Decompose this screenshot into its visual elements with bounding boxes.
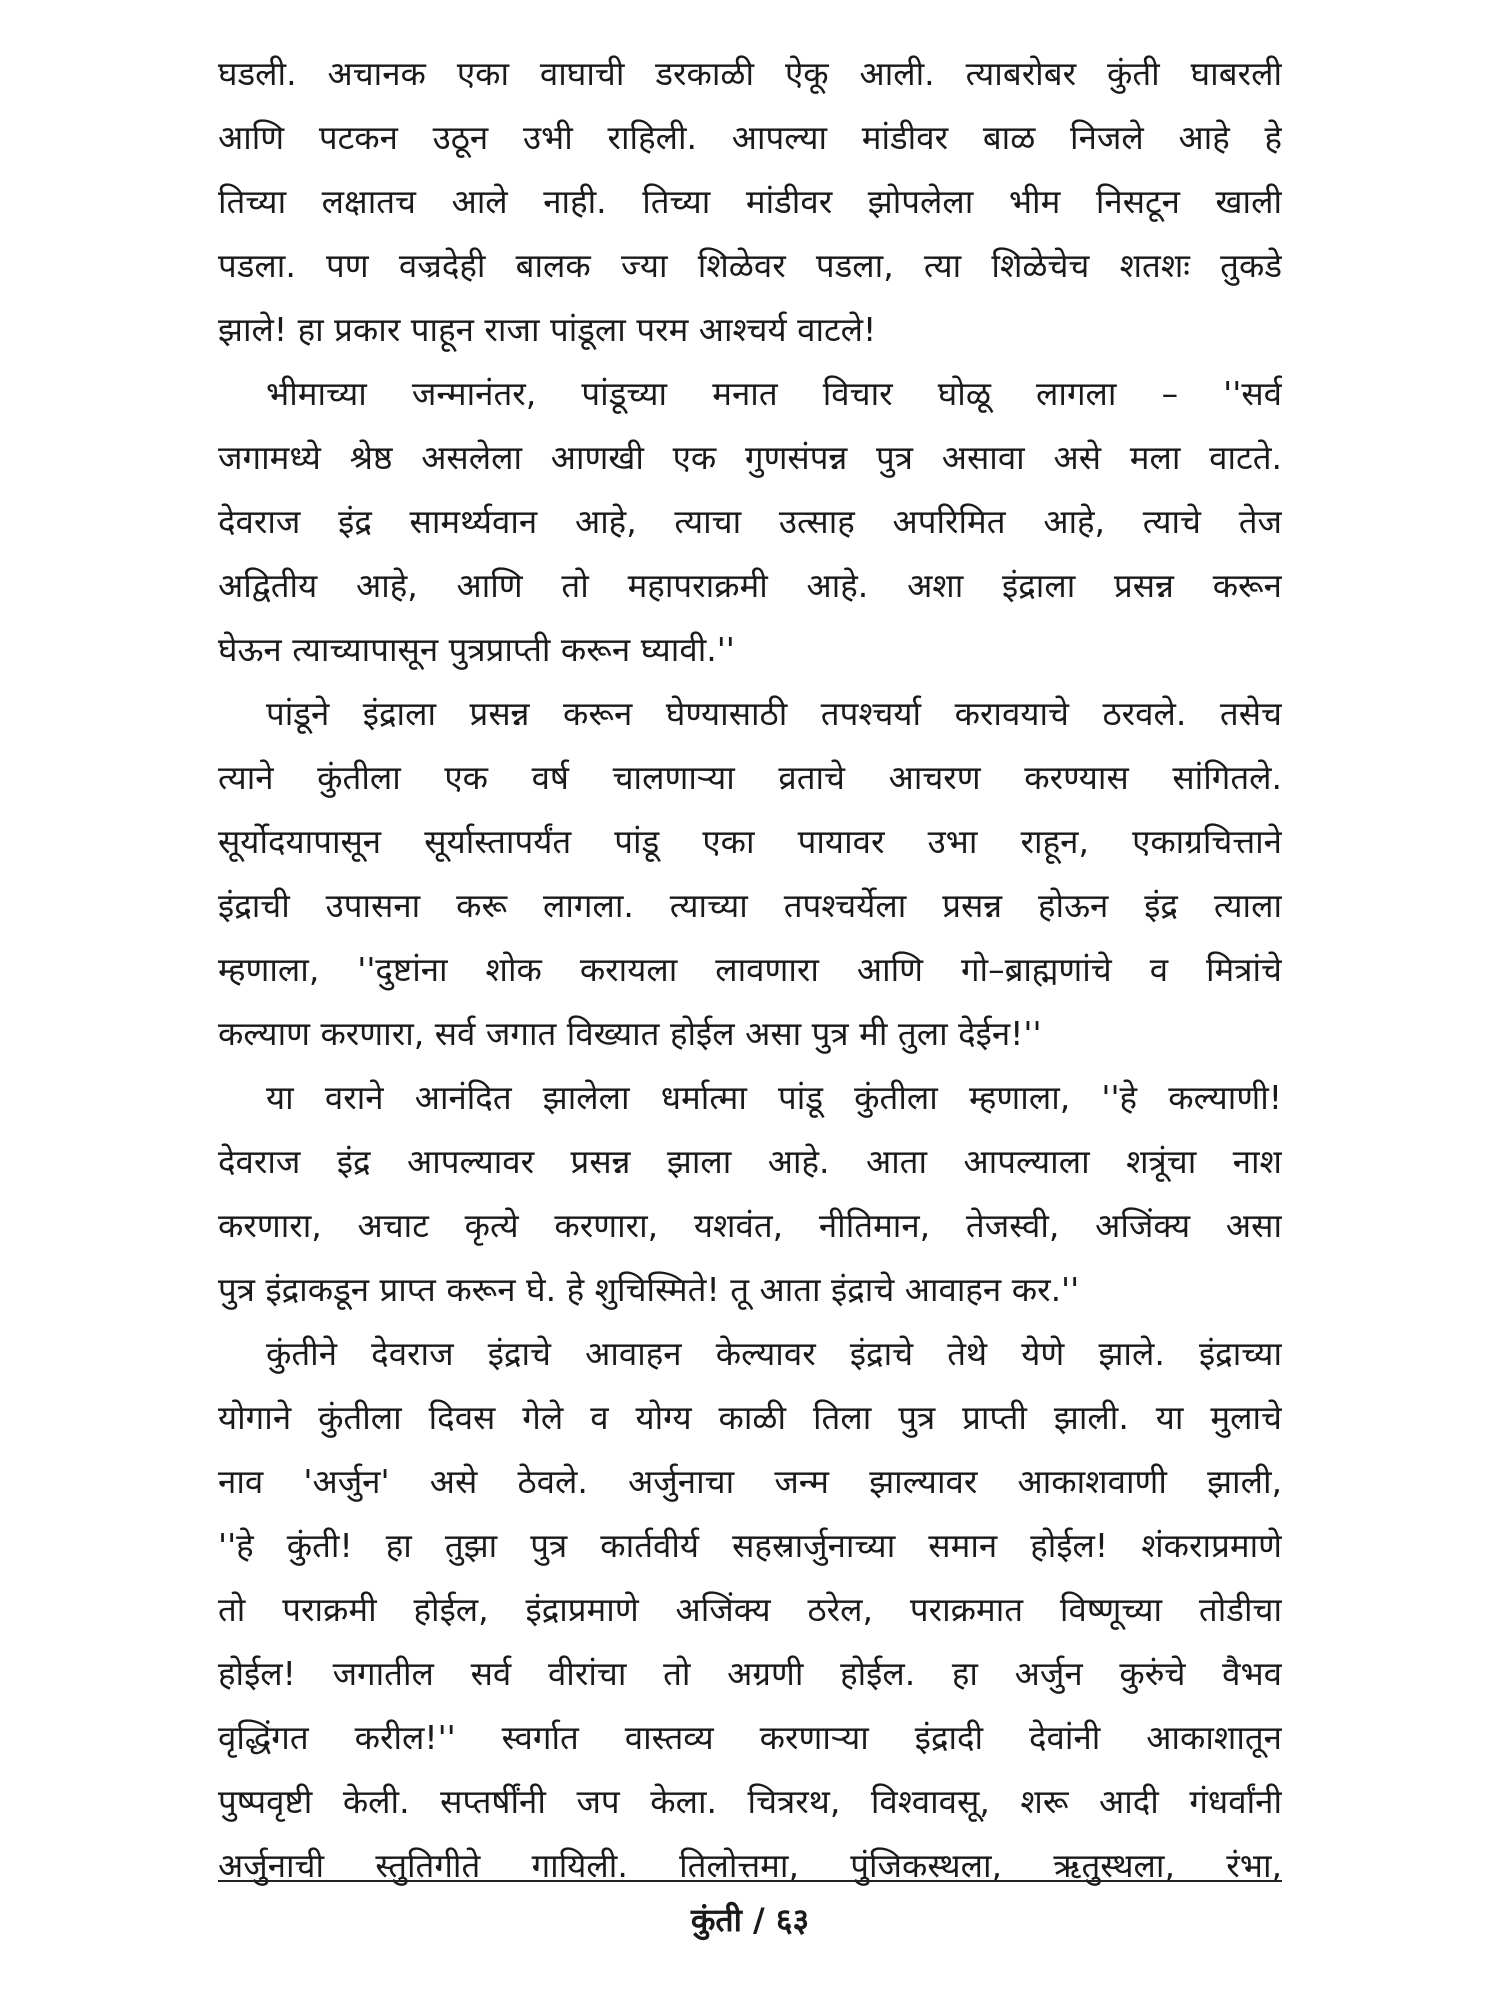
- text-line: जगामध्ये श्रेष्ठ असलेला आणखी एक गुणसंपन्न पुत्र असावा असे मला वाटते.: [218, 438, 1282, 477]
- text-line: घडली. अचानक एका वाघाची डरकाळी ऐकू आली. त्याबरोबर कुंती घाबरली: [218, 54, 1282, 93]
- text-line: तिच्या लक्षातच आले नाही. तिच्या मांडीवर झोपलेला भीम निसटून खाली: [218, 182, 1282, 221]
- text-line: देवराज इंद्र आपल्यावर प्रसन्न झाला आहे. आता आपल्याला शत्रूंचा नाश: [218, 1142, 1282, 1181]
- text-line: करणारा, अचाट कृत्ये करणारा, यशवंत, नीतिमान, तेजस्वी, अजिंक्य असा: [218, 1206, 1282, 1245]
- page-footer: कुंती / ६३: [690, 1901, 810, 1939]
- text-line: कल्याण करणारा, सर्व जगात विख्यात होईल असा पुत्र मी तुला देईन!'': [218, 1014, 1042, 1053]
- text-line: पडला. पण वज्रदेही बालक ज्या शिळेवर पडला, त्या शिळेचेच शतशः तुकडे: [218, 246, 1282, 285]
- text-line: सूर्योदयापासून सूर्यास्तापर्यंत पांडू एका पायावर उभा राहून, एकाग्रचित्ताने: [218, 822, 1282, 861]
- text-line: नाव 'अर्जुन' असे ठेवले. अर्जुनाचा जन्म झाल्यावर आकाशवाणी झाली,: [218, 1462, 1282, 1501]
- text-line: म्हणाला, ''दुष्टांना शोक करायला लावणारा आणि गो–ब्राह्मणांचे व मित्रांचे: [218, 950, 1282, 989]
- text-line: पांडूने इंद्राला प्रसन्न करून घेण्यासाठी तपश्चर्या करावयाचे ठरवले. तसेच: [266, 694, 1282, 733]
- body-text: [218, 42, 1282, 1898]
- text-line: आणि पटकन उठून उभी राहिली. आपल्या मांडीवर बाळ निजले आहे हे: [218, 118, 1282, 157]
- text-line: देवराज इंद्र सामर्थ्यवान आहे, त्याचा उत्साह अपरिमित आहे, त्याचे तेज: [218, 502, 1282, 541]
- text-line: तो पराक्रमी होईल, इंद्राप्रमाणे अजिंक्य ठरेल, पराक्रमात विष्णूच्या तोडीचा: [218, 1590, 1282, 1629]
- book-page: [218, 42, 1282, 1942]
- text-line: इंद्राची उपासना करू लागला. त्याच्या तपश्चर्येला प्रसन्न होऊन इंद्र त्याला: [218, 886, 1282, 925]
- text-line: घेऊन त्याच्यापासून पुत्रप्राप्ती करून घ्यावी.'': [218, 630, 735, 669]
- text-line: या वराने आनंदित झालेला धर्मात्मा पांडू कुंतीला म्हणाला, ''हे कल्याणी!: [266, 1078, 1282, 1117]
- text-line: झाले! हा प्रकार पाहून राजा पांडूला परम आश्चर्य वाटले!: [218, 310, 877, 349]
- text-line: ''हे कुंती! हा तुझा पुत्र कार्तवीर्य सहस्रार्जुनाच्या समान होईल! शंकराप्रमाणे: [218, 1526, 1282, 1565]
- footer-divider: [218, 1880, 1282, 1882]
- text-line: वृद्धिंगत करील!'' स्वर्गात वास्तव्य करणाऱ्या इंद्रादी देवांनी आकाशातून: [218, 1718, 1282, 1757]
- text-line: पुत्र इंद्राकडून प्राप्त करून घे. हे शुचिस्मिते! तू आता इंद्राचे आवाहन कर.'': [218, 1270, 1080, 1309]
- text-line: अद्वितीय आहे, आणि तो महापराक्रमी आहे. अशा इंद्राला प्रसन्न करून: [218, 566, 1282, 605]
- text-line: भीमाच्या जन्मानंतर, पांडूच्या मनात विचार घोळू लागला – ''सर्व: [266, 374, 1282, 413]
- text-line: पुष्पवृष्टी केली. सप्तर्षींनी जप केला. चित्ररथ, विश्वावसू, शरू आदी गंधर्वांनी: [218, 1782, 1282, 1821]
- text-line: कुंतीने देवराज इंद्राचे आवाहन केल्यावर इंद्राचे तेथे येणे झाले. इंद्राच्या: [266, 1334, 1282, 1373]
- text-line: अर्जुनाची स्तुतिगीते गायिली. तिलोत्तमा, पुंजिकस्थला, ऋतुस्थला, रंभा,: [218, 1846, 1282, 1885]
- text-line: होईल! जगातील सर्व वीरांचा तो अग्रणी होईल. हा अर्जुन कुरुंचे वैभव: [218, 1654, 1282, 1693]
- text-line: त्याने कुंतीला एक वर्ष चालणाऱ्या व्रताचे आचरण करण्यास सांगितले.: [218, 758, 1282, 797]
- text-line: योगाने कुंतीला दिवस गेले व योग्य काळी तिला पुत्र प्राप्ती झाली. या मुलाचे: [218, 1398, 1282, 1437]
